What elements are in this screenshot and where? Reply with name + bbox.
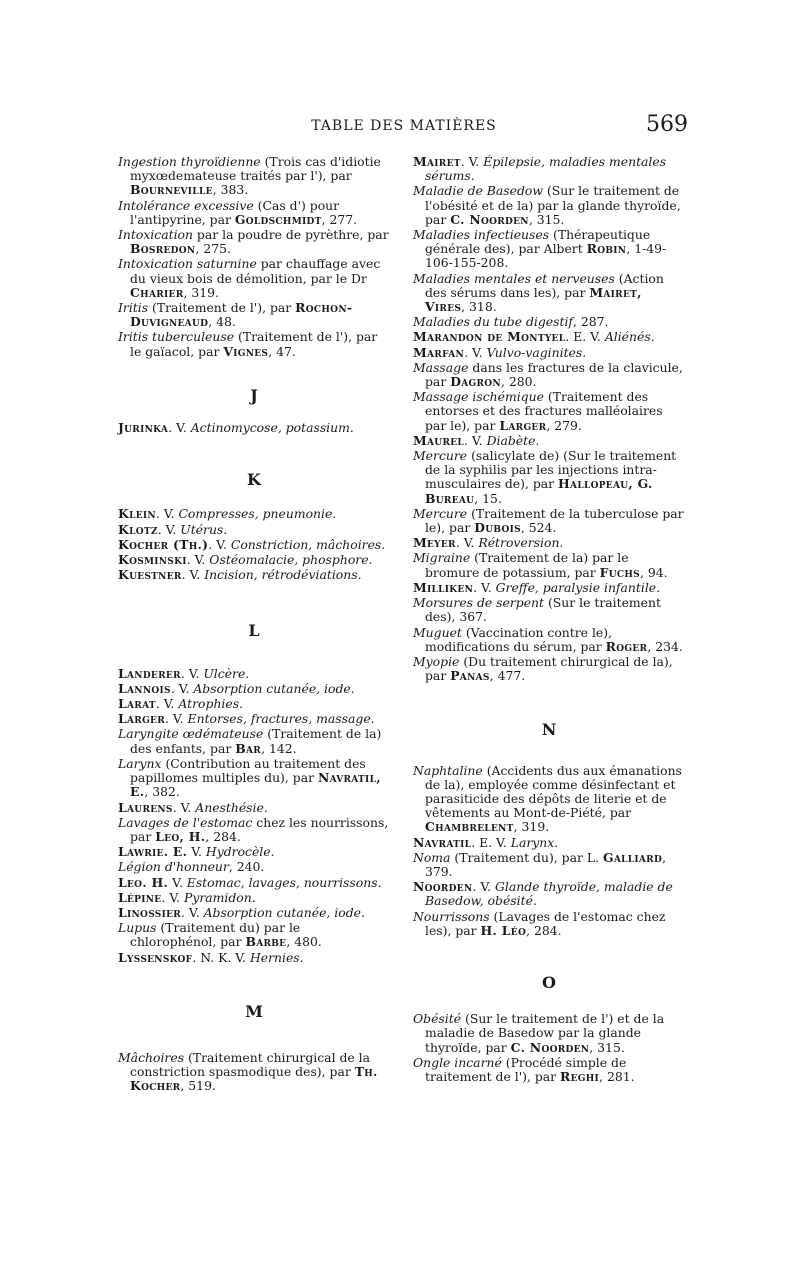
- index-entry: Maladies infectieuses (Thérapeutique générale des), par Albert Robin, 1-49-106-155-208.: [413, 227, 667, 271]
- right-column: [413, 155, 685, 1085]
- index-entry: Landerer. V. Ulcère.: [118, 665, 250, 681]
- page-header: [120, 112, 688, 142]
- index-entry: Morsures de serpent (Sur le traitement des), 367.: [413, 595, 661, 625]
- index-entry: Larat. V. Atrophies.: [118, 696, 244, 712]
- index-entry: Laurens. V. Anesthésie.: [118, 799, 268, 815]
- index-entry: Mercure (salicylate de) (Sur le traitement de la syphilis par les injections intra-musculaires de), par Hallopeau, G. Bureau, 15.: [413, 448, 677, 506]
- index-entry: Lavages de l'estomac chez les nourrissons, par Leo, H., 284.: [118, 814, 389, 844]
- index-entry: Maladie de Basedow (Sur le traitement de l'obésité et de la) par la glande thyroïde, par C. Noorden, 315.: [413, 183, 681, 227]
- index-entry: Larynx (Contribution au traitement des papillomes multiples du), par Navratil, E., 382.: [118, 755, 381, 800]
- index-entry: Lépine. V. Pyramidon.: [118, 889, 256, 905]
- index-entry: Obésité (Sur le traitement de l') et de la maladie de Basedow par la glande thyroïde, par C. Noorden, 315.: [413, 1011, 665, 1055]
- index-entry: Navratil. E. V. Larynx.: [413, 834, 559, 850]
- index-entry: Leo. H. V. Estomac, lavages, nourrissons.: [118, 874, 382, 890]
- index-entry: Intoxication par la poudre de pyrèthre, par Bosredon, 275.: [118, 227, 389, 257]
- index-entry: Mairet. V. Épilepsie, maladies mentales sérums.: [413, 154, 667, 184]
- index-entry: Maladies mentales et nerveuses (Action des sérums dans les), par Mairet, Vires, 318.: [413, 270, 664, 315]
- running-title: TABLE DES MATIÈRES: [311, 118, 497, 134]
- index-entry: Muguet (Vaccination contre le), modifications du sérum, par Roger, 234.: [413, 624, 683, 654]
- section-letter-n: N: [541, 720, 557, 740]
- index-entry: Massage ischémique (Traitement des entorses et des fractures malléolaires par le), par Larger, 279.: [413, 389, 663, 433]
- index-entry: Kocher (Th.). V. Constriction, mâchoires.: [118, 536, 386, 552]
- index-entry: Lyssenskof. N. K. V. Hernies.: [118, 949, 304, 965]
- index-entry: Kosminski. V. Ostéomalacie, phosphore.: [118, 552, 373, 568]
- index-entry: Larger. V. Entorses, fractures, massage.: [118, 711, 375, 727]
- index-entry: Légion d'honneur, 240.: [118, 859, 265, 875]
- entries-i: [118, 155, 390, 359]
- section-letter-k: K: [247, 470, 261, 490]
- index-entry: Maladies du tube digestif, 287.: [413, 314, 609, 330]
- index-entry: Milliken. V. Greffe, paralysie infantile.: [413, 579, 661, 595]
- index-entry: Laryngite œdémateuse (Traitement de la) des enfants, par Bar, 142.: [118, 726, 382, 756]
- index-entry: Lupus (Traitement du) par le chlorophénol, par Barbe, 480.: [118, 920, 322, 950]
- index-entry: Migraine (Traitement de la) par le bromure de potassium, par Fuchs, 94.: [413, 550, 668, 580]
- page-number: 569: [646, 112, 688, 137]
- index-entry: Noorden. V. Glande thyroïde, maladie de Basedow, obésité.: [413, 879, 673, 909]
- index-entry: Lannois. V. Absorption cutanée, iode.: [118, 680, 355, 696]
- index-entry: Kuestner. V. Incision, rétrodéviations.: [118, 567, 362, 583]
- index-entry: Ingestion thyroïdienne (Trois cas d'idiotie myxœdemateuse traités par l'), par Bourneville, 383.: [118, 154, 381, 198]
- index-entry: Klein. V. Compresses, pneumonie.: [118, 506, 337, 522]
- index-entry: Iritis tuberculeuse (Traitement de l'), par le gaïacol, par Vignes, 47.: [118, 329, 378, 359]
- section-letter-o: O: [542, 972, 556, 992]
- index-entry: Marandon de Montyel. E. V. Aliénés.: [413, 329, 655, 345]
- index-entry: Massage dans les fractures de la clavicule, par Dagron, 280.: [413, 359, 683, 390]
- index-entry: Jurinka. V. Actinomycose, potassium.: [118, 420, 354, 436]
- index-entry: Intoxication saturnine par chauffage avec du vieux bois de démolition, par le Dr Charier, 319.: [118, 256, 381, 300]
- section-letter-j: J: [250, 385, 258, 405]
- section-letter-m: M: [245, 1001, 263, 1021]
- index-entry: Intolérance excessive (Cas d') pour l'antipyrine, par Goldschmidt, 277.: [118, 197, 358, 227]
- index-entry: Iritis (Traitement de l'), par Rochon-Duvigneaud, 48.: [118, 300, 353, 330]
- index-entry: Meyer. V. Rétroversion.: [413, 535, 564, 551]
- index-entry: Maurel. V. Diabète.: [413, 432, 540, 448]
- index-entry: Mâchoires (Traitement chirurgical de la constriction spasmodique des), par Th. Kocher, 519.: [118, 1049, 378, 1094]
- index-entry: Noma (Traitement du), par L. Galliard, 379.: [413, 849, 667, 879]
- index-entry: Myopie (Du traitement chirurgical de la), par Panas, 477.: [413, 653, 673, 684]
- section-letter-l: L: [248, 621, 260, 641]
- index-entry: Naphtaline (Accidents dus aux émanations de la), employée comme désinfectant et parasiticide des dépôts de literie et de vêtements au Mont-de-Piété, par Chambrelent, 319.: [413, 762, 682, 835]
- index-entry: Linossier. V. Absorption cutanée, iode.: [118, 904, 365, 920]
- index-entry: Marfan. V. Vulvo-vaginites.: [413, 344, 587, 360]
- index-entry: Mercure (Traitement de la tuberculose par le), par Dubois, 524.: [413, 505, 684, 536]
- left-column: [118, 155, 390, 1095]
- index-entry: Nourrissons (Lavages de l'estomac chez les), par H. Léo, 284.: [413, 908, 666, 938]
- index-entry: Klotz. V. Utérus.: [118, 521, 228, 537]
- index-entry: Lawrie. E. V. Hydrocèle.: [118, 844, 275, 860]
- index-entry: Ongle incarné (Procédé simple de traitement de l'), par Reghi, 281.: [413, 1054, 635, 1084]
